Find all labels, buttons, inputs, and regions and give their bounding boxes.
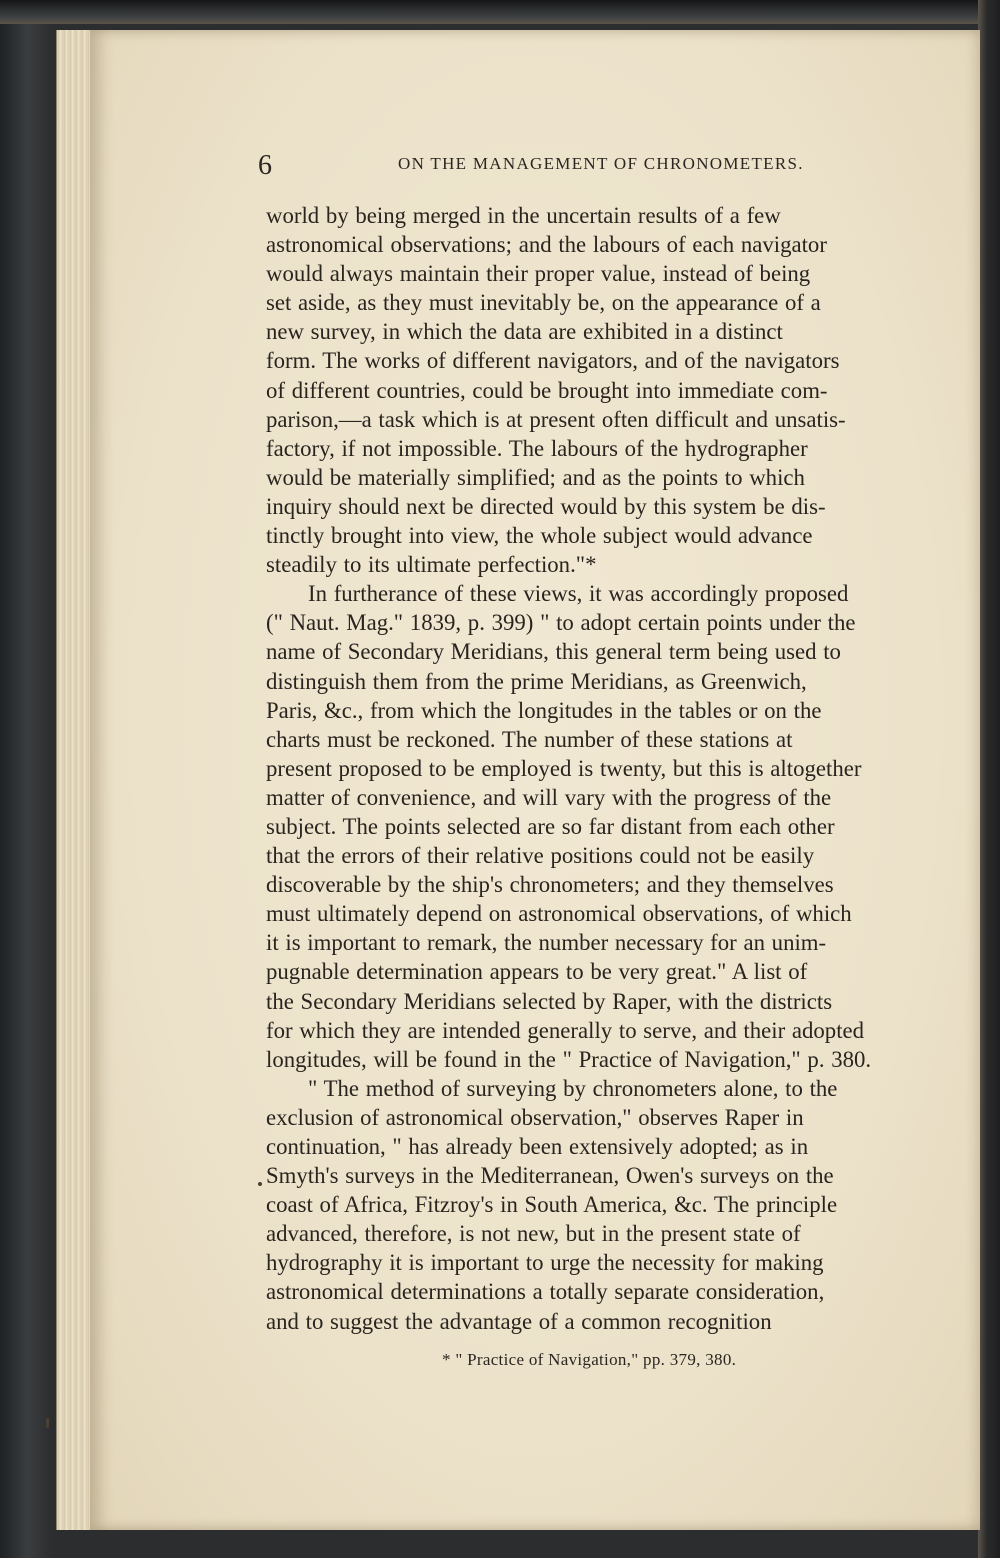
paragraph-first-line: In furtherance of these views, it was accordingly proposed [308,581,849,607]
text-line: astronomical observations; and the labours of each navigator [266,232,827,258]
text-line: coast of Africa, Fitzroy's in South America, &c. The principle [266,1192,838,1218]
text-line: continuation, " has already been extensively adopted; as in [266,1134,809,1159]
ink-speck [46,1418,49,1428]
text-line: and to suggest the advantage of a common recognition [266,1308,772,1334]
text-line: Smyth's surveys in the Mediterranean, Owen's surveys on the [266,1163,834,1189]
text-line: factory, if not impossible. The labours of the hydrographer [266,435,808,461]
text-line: discoverable by the ship's chronometers; and they themselves [266,872,834,898]
text-line: charts must be reckoned. The number of these stations at [266,726,793,752]
text-line: of different countries, could be brought into immediate com- [266,377,828,403]
text-line: form. The works of different navigators, and of the navigators [266,348,840,374]
text-line: longitudes, will be found in the " Practice of Navigation," p. 380. [266,1046,872,1072]
text-line: subject. The points selected are so far distant from each other [266,813,835,839]
text-line: the Secondary Meridians selected by Raper, with the districts [266,988,833,1014]
text-line: present proposed to be employed is twenty, but this is altogether [266,755,862,781]
text-line: it is important to remark, the number necessary for an unim- [266,930,827,956]
paragraph-first-line: " The method of surveying by chronometers alone, to the [308,1075,838,1101]
text-line: must ultimately depend on astronomical observations, of which [266,901,852,927]
page-number: 6 [258,150,272,181]
text-line: world by being merged in the uncertain results of a few [266,203,781,228]
text-line: steadily to its ultimate perfection."* [266,552,597,578]
text-line: distinguish them from the prime Meridians, as Greenwich, [266,668,807,694]
text-line: astronomical determinations a totally separate consideration, [266,1279,825,1305]
text-line: would be materially simplified; and as the points to which [266,464,805,490]
text-line: (" Naut. Mag." 1839, p. 399) " to adopt certain points under the [266,610,856,636]
text-line: for which they are intended generally to serve, and their adopted [266,1017,865,1043]
text-line: matter of convenience, and will vary with the progress of the [266,784,832,810]
text-line: hydrography it is important to urge the necessity for making [266,1250,824,1276]
text-line: set aside, as they must inevitably be, on the appearance of a [266,290,821,316]
text-line: new survey, in which the data are exhibited in a distinct [266,319,783,345]
running-head [90,30,980,70]
page-edges-stack [56,30,93,1530]
text-line: name of Secondary Meridians, this general term being used to [266,639,841,665]
text-line: exclusion of astronomical observation," observes Raper in [266,1104,804,1130]
body-text [266,201,1000,1336]
ink-speck [258,1182,262,1186]
text-line: tinctly brought into view, the whole subject would advance [266,523,813,549]
text-line: parison,—a task which is at present often difficult and unsatis- [266,406,846,432]
text-line: that the errors of their relative positions could not be easily [266,843,815,869]
text-line: Paris, &c., from which the longitudes in the tables or on the [266,697,822,723]
text-line: would always maintain their proper value, instead of being [266,261,811,287]
text-line: pugnable determination appears to be very great." A list of [266,959,808,985]
text-line: advanced, therefore, is not new, but in the present state of [266,1221,801,1247]
footnote: * " Practice of Navigation," pp. 379, 380. [442,1350,737,1369]
book-top-edge [0,0,1000,24]
text-line: inquiry should next be directed would by this system be dis- [266,493,826,519]
book-page [90,30,980,1530]
running-title: ON THE MANAGEMENT OF CHRONOMETERS. [398,154,804,173]
